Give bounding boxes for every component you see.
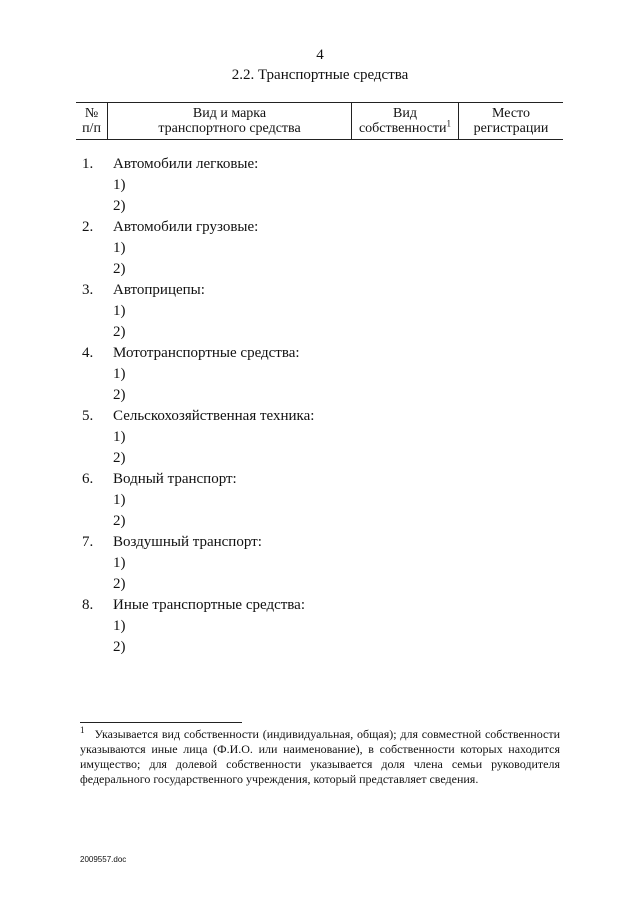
page-number: 4	[316, 47, 324, 63]
category-number: 3.	[82, 282, 94, 298]
category-subitem: 2)	[113, 324, 126, 340]
category-subitem: 1)	[113, 240, 126, 256]
category-subitem: 1)	[113, 177, 126, 193]
category-subitem: 1)	[113, 303, 126, 319]
category-number: 7.	[82, 534, 94, 550]
category-number: 1.	[82, 156, 94, 172]
section-title: 2.2. Транспортные средства	[231, 67, 409, 83]
header-ownership-type: Вид собственности$^1$	[358, 106, 452, 136]
category-subitem: 1)	[113, 492, 126, 508]
footnote-text: Указывается вид собственности (индивидуальная, общая); для совместной собственности указываются иные лица (Ф.И.О. или наименование), в собственности которых находится имущество; для долевой собственности указывается доля члена семьи руководителя федерального государственного учреждения, который представляет сведения.	[80, 727, 560, 786]
category-subitem: 2)	[113, 576, 126, 592]
category-subitem: 1)	[113, 429, 126, 445]
category-number: 5.	[82, 408, 94, 424]
category-subitem: 2)	[113, 387, 126, 403]
footnote-mark: 1	[80, 725, 85, 735]
header-number: № п/п	[82, 106, 101, 136]
table-header	[76, 102, 563, 140]
category-label: Автомобили легковые:	[113, 156, 259, 172]
category-label: Мототранспортные средства:	[113, 345, 300, 361]
header-kind-and-brand: Вид и марка транспортного средства	[158, 106, 301, 136]
footnote-rule	[80, 722, 242, 723]
category-subitem: 2)	[113, 513, 126, 529]
category-number: 8.	[82, 597, 94, 613]
category-subitem: 1)	[113, 366, 126, 382]
category-number: 6.	[82, 471, 94, 487]
category-label: Автомобили грузовые:	[113, 219, 259, 235]
category-number: 4.	[82, 345, 94, 361]
category-label: Иные транспортные средства:	[113, 597, 305, 613]
category-subitem: 2)	[113, 639, 126, 655]
category-label: Сельскохозяйственная техника:	[113, 408, 315, 424]
category-item	[80, 280, 560, 301]
category-subitem: 2)	[113, 261, 126, 277]
header-registration-place: Место регистрации	[473, 106, 549, 136]
category-subitem: 1)	[113, 555, 126, 571]
category-item	[80, 343, 560, 364]
category-subitem: 1)	[113, 618, 126, 634]
category-item	[80, 469, 560, 490]
category-label: Воздушный транспорт:	[113, 534, 262, 550]
footnote	[80, 727, 560, 787]
category-item	[80, 154, 560, 175]
category-number: 2.	[82, 219, 94, 235]
category-label: Автоприцепы:	[113, 282, 205, 298]
category-item	[80, 406, 560, 427]
category-subitem: 2)	[113, 198, 126, 214]
category-item	[80, 595, 560, 616]
document-filename: 2009557.doc	[80, 855, 127, 864]
category-item	[80, 217, 560, 238]
footnote-reference: 1	[446, 118, 452, 129]
category-item	[80, 532, 560, 553]
category-label: Водный транспорт:	[113, 471, 237, 487]
vehicle-categories-list	[80, 154, 560, 658]
category-subitem: 2)	[113, 450, 126, 466]
